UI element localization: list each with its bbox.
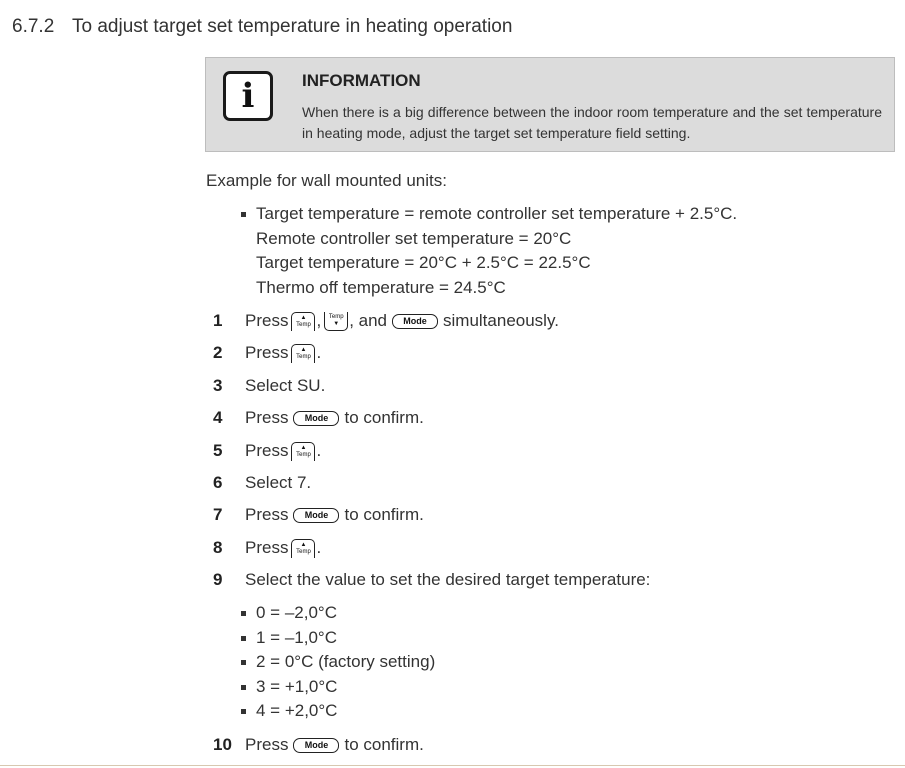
mode-button-icon: Mode	[293, 411, 339, 426]
value-list	[240, 601, 435, 724]
step-9	[213, 570, 650, 590]
temp-up-button-icon: ▲ Temp	[291, 539, 315, 558]
step-number: 9	[213, 570, 223, 589]
step-text: Select 7.	[245, 473, 312, 492]
step-text: Select SU.	[245, 376, 326, 395]
step-10: 10 Press Mode to confirm.	[213, 735, 424, 754]
value-item: 0 = –2,0°C	[240, 601, 435, 626]
example-intro: Example for wall mounted units:	[206, 171, 447, 190]
step-6	[213, 473, 311, 493]
mode-button-icon: Mode	[293, 508, 339, 523]
section-heading	[12, 16, 512, 38]
step-number: 8	[213, 538, 223, 557]
step-number: 5	[213, 441, 223, 460]
value-item: 1 = –1,0°C	[240, 626, 435, 651]
mode-button-icon: Mode	[392, 314, 438, 329]
step-number: 2	[213, 343, 223, 362]
step-8: 8 Press ▲ Temp .	[213, 538, 322, 557]
info-icon: i	[223, 71, 273, 121]
step-7: 7 Press Mode to confirm.	[213, 505, 424, 524]
information-box	[205, 57, 895, 152]
example-line: Thermo off temperature = 24.5°C	[256, 277, 506, 297]
step-number: 7	[213, 505, 223, 524]
step-number: 4	[213, 408, 223, 427]
temp-up-button-icon: ▲ Temp	[291, 442, 315, 461]
temp-down-button-icon: Temp ▼	[324, 312, 348, 331]
step-4: 4 Press Mode to confirm.	[213, 408, 424, 427]
mode-button-icon: Mode	[293, 738, 339, 753]
section-title: To adjust target set temperature in heating operation	[72, 16, 513, 37]
example-line: Target temperature = remote controller set temperature + 2.5°C.	[240, 202, 737, 227]
value-item: 4 = +2,0°C	[240, 699, 435, 724]
step-number: 3	[213, 376, 223, 395]
example-line: Remote controller set temperature = 20°C	[256, 228, 572, 248]
example-line: Target temperature = 20°C + 2.5°C = 22.5°C	[256, 253, 591, 272]
temp-up-button-icon: ▲ Temp	[291, 312, 315, 331]
value-item: 2 = 0°C (factory setting)	[240, 650, 435, 675]
step-number: 6	[213, 473, 223, 492]
page-divider	[0, 765, 905, 766]
section-number: 6.7.2	[12, 16, 55, 37]
step-3	[213, 376, 325, 396]
step-2: 2 Press ▲ Temp .	[213, 343, 322, 362]
step-number: 1	[213, 311, 223, 330]
info-title: INFORMATION	[302, 71, 421, 90]
step-1: 1 Press ▲ Temp , Temp ▼ , and Mode simultaneously.	[213, 311, 559, 330]
info-text: When there is a big difference between the indoor room temperature and the set temperature in heating mode, adjust the target set temperature field setting.	[302, 104, 882, 141]
temp-up-button-icon: ▲ Temp	[291, 344, 315, 363]
step-text: Press	[245, 311, 289, 330]
step-number: 10	[213, 735, 232, 754]
step-text: Select the value to set the desired target temperature:	[245, 570, 651, 589]
value-item: 3 = +1,0°C	[240, 675, 435, 700]
step-5: 5 Press ▲ Temp .	[213, 441, 322, 460]
example-list	[240, 202, 737, 300]
